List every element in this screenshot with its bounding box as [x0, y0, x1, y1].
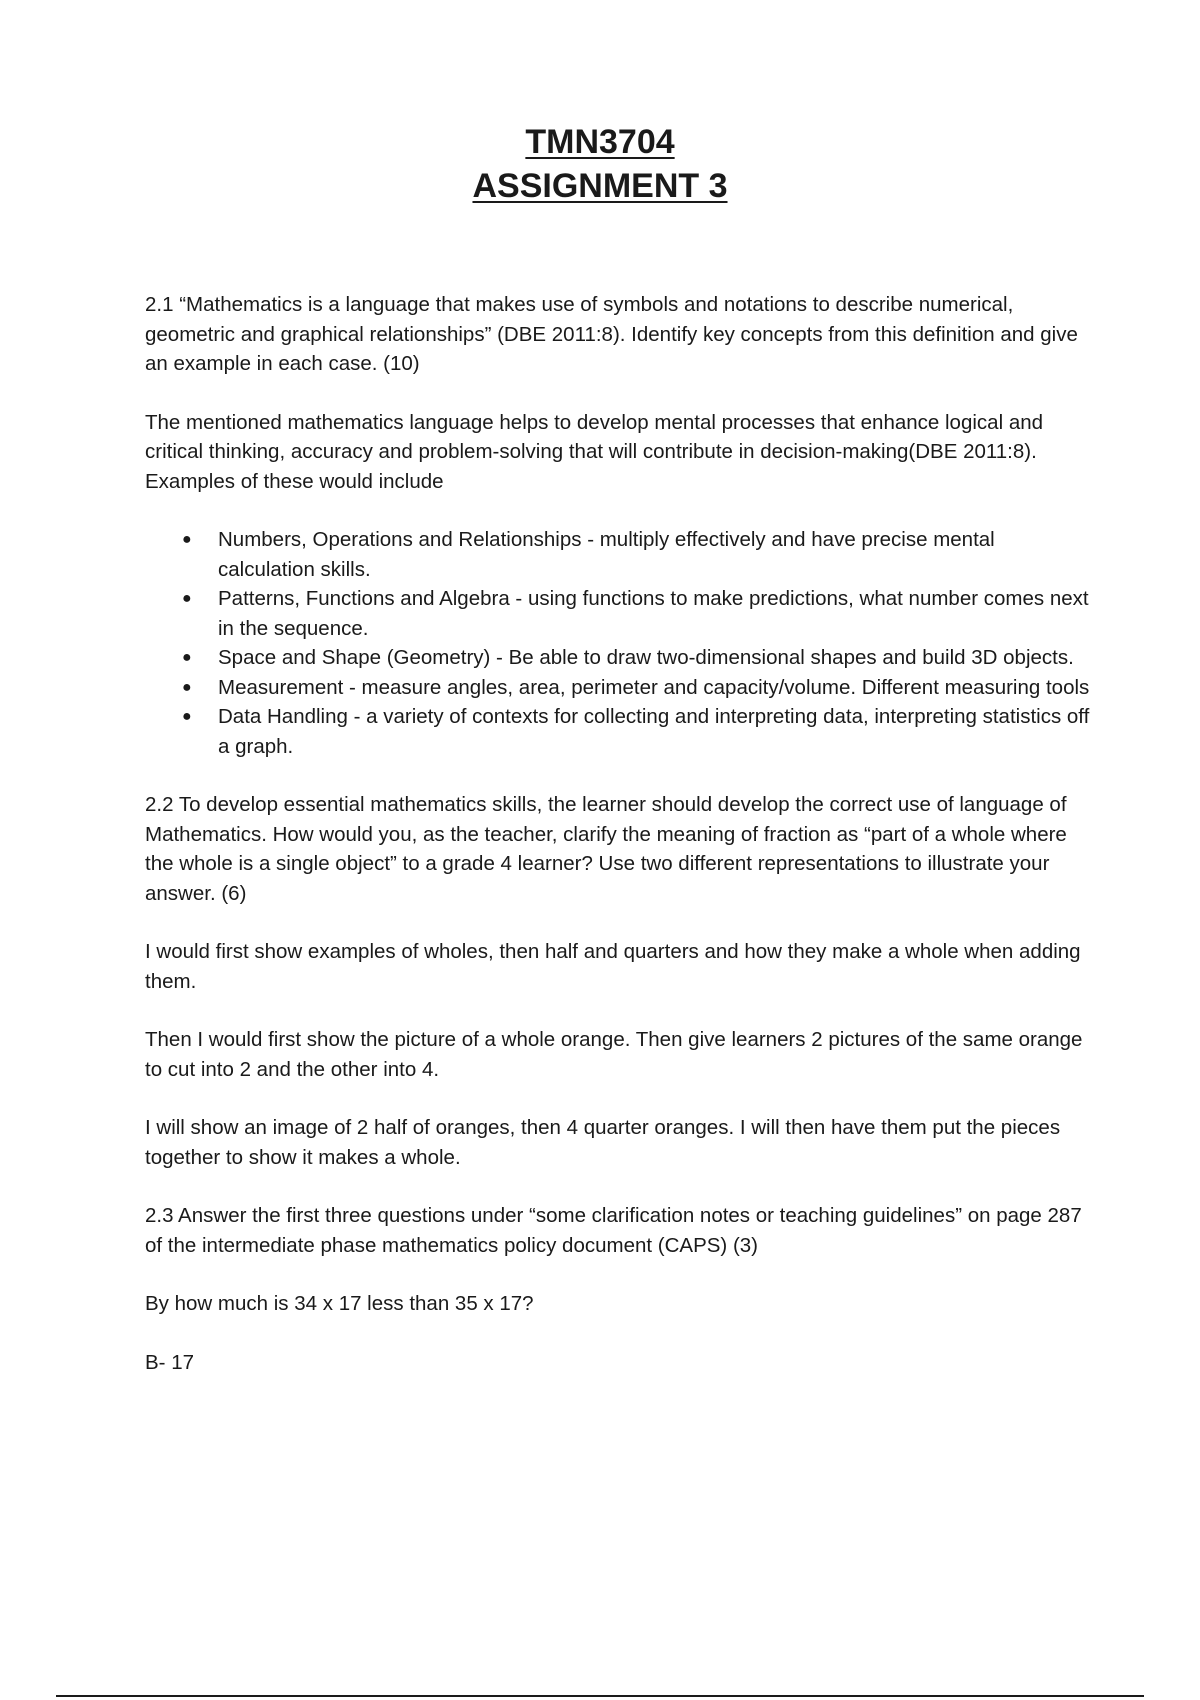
answer-2-2-paragraph-2: Then I would first show the picture of a whole orange. Then give learners 2 pictures of the same orange to cut into 2 and the other into 4.	[145, 1028, 1083, 1081]
bottom-divider	[56, 1695, 1144, 1697]
question-2-1: 2.1 “Mathematics is a language that makes use of symbols and notations to describe numerical, geometric and graphical relationships” (DBE 2011:8). Identify key concepts from this definition and give an example in each case. (10)	[145, 293, 1078, 375]
document-title	[0, 120, 1200, 208]
answer-2-2-paragraph-1: I would first show examples of wholes, then half and quarters and how they make a whole when adding them.	[145, 940, 1081, 993]
bullet-icon: ●	[182, 590, 192, 607]
assignment-title: ASSIGNMENT 3	[472, 167, 728, 205]
list-item	[182, 643, 1095, 673]
question-2-3: 2.3 Answer the first three questions under “some clarification notes or teaching guidelines” on page 287 of the intermediate phase mathematics policy document (CAPS) (3)	[145, 1204, 1082, 1257]
answer-2-1-bullet-list	[145, 525, 1095, 761]
answer-2-3-sub-1: B- 17	[145, 1350, 194, 1374]
list-item-text: Patterns, Functions and Algebra - using functions to make predictions, what number comes next in the sequence.	[218, 587, 1089, 640]
list-item	[182, 584, 1095, 643]
question-2-2: 2.2 To develop essential mathematics skills, the learner should develop the correct use of language of Mathematics. How would you, as the teacher, clarify the meaning of fraction as “part of a whole where the whole is a single object” to a grade 4 learner? Use two different representations to illustrate your answer. (6)	[145, 793, 1067, 905]
list-item-text: Data Handling - a variety of contexts for collecting and interpreting data, interpreting statistics off a graph.	[218, 705, 1090, 758]
answer-2-1-intro: The mentioned mathematics language helps to develop mental processes that enhance logical and critical thinking, accuracy and problem-solving that will contribute in decision-making(DBE 2011:8). Examples of these would include	[145, 410, 1044, 493]
bullet-icon: ●	[182, 708, 192, 725]
question-2-3-sub-1: By how much is 34 x 17 less than 35 x 17?	[145, 1292, 534, 1315]
list-item-text: Space and Shape (Geometry) - Be able to draw two-dimensional shapes and build 3D objects.	[218, 646, 1074, 669]
list-item	[182, 525, 1095, 584]
answer-2-2-paragraph-3: I will show an image of 2 half of oranges, then 4 quarter oranges. I will then have them put the pieces together to show it makes a whole.	[145, 1116, 1061, 1169]
course-code: TMN3704	[525, 123, 675, 161]
list-item	[182, 673, 1095, 703]
bullet-icon: ●	[182, 649, 192, 666]
bullet-icon: ●	[182, 531, 192, 548]
document-body	[145, 290, 1095, 1406]
list-item-text: Measurement - measure angles, area, perimeter and capacity/volume. Different measuring tools	[218, 675, 1090, 699]
list-item-text: Numbers, Operations and Relationships - multiply effectively and have precise mental calculation skills.	[218, 528, 995, 581]
list-item	[182, 702, 1095, 761]
bullet-icon: ●	[182, 678, 192, 696]
